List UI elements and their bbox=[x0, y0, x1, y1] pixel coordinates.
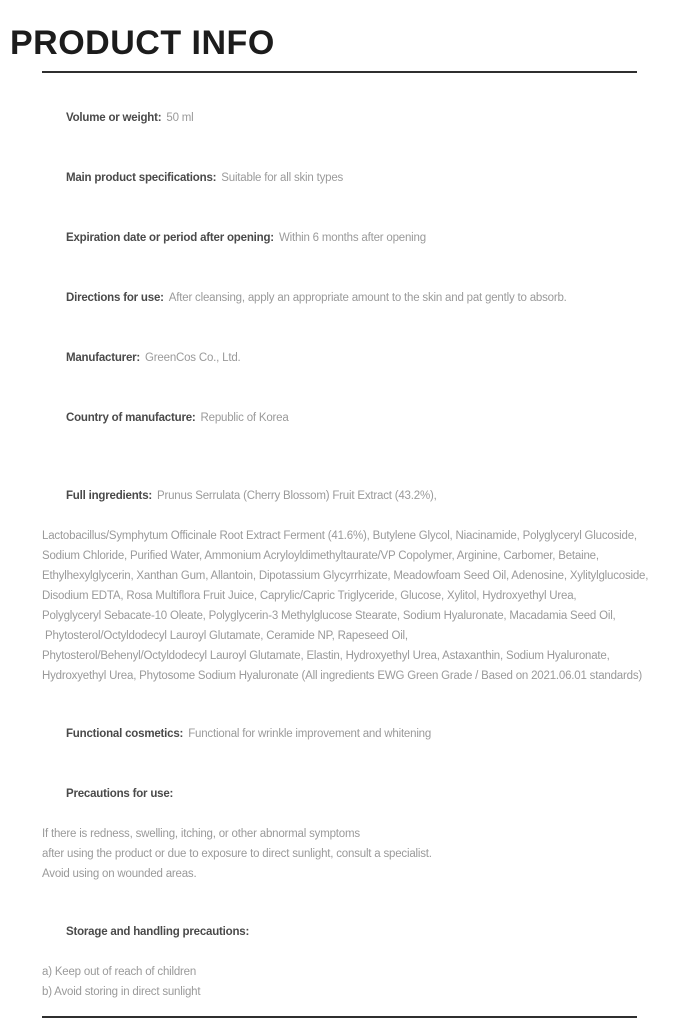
storage-heading bbox=[42, 902, 637, 962]
info-label: Manufacturer: bbox=[65, 352, 141, 364]
precautions-line: Avoid using on wounded areas. bbox=[42, 868, 197, 880]
ingredients-line: Sodium Chloride, Purified Water, Ammonium Acryloyldimethyltaurate/VP Copolymer, Arginine, Carbomer, Betaine, bbox=[42, 550, 599, 562]
top-divider bbox=[42, 71, 637, 73]
info-label: Expiration date or period after opening: bbox=[65, 232, 274, 244]
info-label: Main product specifications: bbox=[65, 172, 217, 184]
precautions-line: If there is redness, swelling, itching, or other abnormal symptoms bbox=[42, 828, 360, 840]
storage-label: Storage and handling precautions: bbox=[65, 926, 250, 938]
info-label: Country of manufacture: bbox=[65, 412, 196, 424]
info-row-volume bbox=[42, 88, 637, 148]
info-value: GreenCos Co., Ltd. bbox=[145, 352, 241, 364]
info-label: Volume or weight: bbox=[65, 112, 162, 124]
content-area bbox=[0, 71, 679, 1018]
precautions-heading bbox=[42, 764, 637, 824]
ingredients-line: Disodium EDTA, Rosa Multiflora Fruit Juice, Caprylic/Capric Triglyceride, Glucose, Xylitol, Hydroxyethyl Urea, bbox=[42, 590, 577, 602]
info-value: 50 ml bbox=[166, 112, 194, 124]
precautions-line: after using the product or due to exposure to direct sunlight, consult a specialist. bbox=[42, 848, 432, 860]
storage-line: b) Avoid storing in direct sunlight bbox=[42, 986, 201, 998]
ingredients-value: Prunus Serrulata (Cherry Blossom) Fruit Extract (43.2%), bbox=[157, 490, 437, 502]
ingredients-line: Lactobacillus/Symphytum Officinale Root Extract Ferment (41.6%), Butylene Glycol, Niacinamide, Polyglyceryl Glucoside, bbox=[42, 530, 637, 542]
info-value: After cleansing, apply an appropriate amount to the skin and pat gently to absorb. bbox=[168, 292, 567, 304]
product-info-page bbox=[0, 24, 679, 998]
functional-label: Functional cosmetics: bbox=[65, 728, 184, 740]
functional-precautions-section bbox=[42, 704, 637, 884]
info-value: Suitable for all skin types bbox=[221, 172, 344, 184]
ingredients-line: Ethylhexylglycerin, Xanthan Gum, Allantoin, Dipotassium Glycyrrhizate, Meadowfoam Seed Oil, Adenosine, Xylitylglucoside, bbox=[42, 570, 649, 582]
ingredients-line: Hydroxyethyl Urea, Phytosome Sodium Hyaluronate (All ingredients EWG Green Grade / Based on 2021.06.01 standards) bbox=[42, 670, 642, 682]
info-row-manufacturer bbox=[42, 328, 637, 388]
info-row-country bbox=[42, 388, 637, 448]
ingredients-line: Phytosterol/Behenyl/Octyldodecyl Lauroyl Glutamate, Elastin, Hydroxyethyl Urea, Astaxanthin, Sodium Hyaluronate, bbox=[42, 650, 610, 662]
ingredients-line: Phytosterol/Octyldodecyl Lauroyl Glutamate, Ceramide NP, Rapeseed Oil, bbox=[42, 630, 408, 642]
storage-section bbox=[42, 902, 637, 1002]
functional-value: Functional for wrinkle improvement and whitening bbox=[188, 728, 432, 740]
precautions-label: Precautions for use: bbox=[65, 788, 174, 800]
ingredients-section bbox=[42, 466, 649, 686]
info-label: Directions for use: bbox=[65, 292, 164, 304]
info-row-directions bbox=[42, 268, 637, 328]
ingredients-first-line bbox=[42, 466, 637, 526]
info-value: Republic of Korea bbox=[200, 412, 289, 424]
ingredients-line: Polyglyceryl Sebacate-10 Oleate, Polyglycerin-3 Methylglucose Stearate, Sodium Hyaluronate, Macadamia Seed Oil, bbox=[42, 610, 616, 622]
storage-line: a) Keep out of reach of children bbox=[42, 966, 197, 978]
info-value: Within 6 months after opening bbox=[278, 232, 426, 244]
info-row-expiration bbox=[42, 208, 637, 268]
functional-cosmetics-row bbox=[42, 704, 637, 764]
page-title: PRODUCT INFO bbox=[10, 24, 275, 62]
basic-info-section bbox=[42, 88, 637, 448]
info-row-specifications bbox=[42, 148, 637, 208]
ingredients-label: Full ingredients: bbox=[65, 490, 153, 502]
